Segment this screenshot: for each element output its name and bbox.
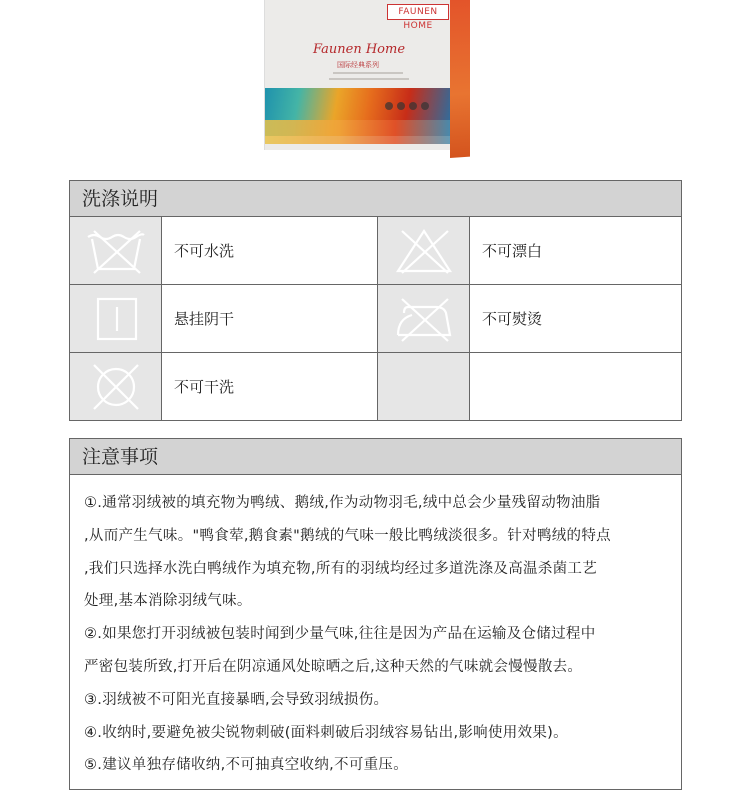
certification-badges [385, 102, 429, 110]
badge-icon [385, 102, 393, 110]
no-bleach-icon [378, 217, 470, 285]
care-label: 不可熨烫 [470, 285, 681, 353]
product-box-side [450, 0, 470, 158]
badge-icon [397, 102, 405, 110]
badge-icon [409, 102, 417, 110]
notes-table [69, 438, 682, 790]
care-label: 不可漂白 [470, 217, 681, 285]
note-line: ⑤.建议单独存储收纳,不可抽真空收纳,不可重压。 [84, 757, 409, 774]
empty-icon-cell [378, 353, 470, 420]
note-line: ③.羽绒被不可阳光直接暴晒,会导致羽绒损伤。 [84, 691, 389, 708]
fine-print-line [333, 72, 403, 74]
product-subtitle: 国际经典系列 [337, 61, 379, 69]
product-script-title: Faunen Home [313, 42, 406, 57]
note-line: ,我们只选择水洗白鸭绒作为填充物,所有的羽绒均经过多道洗涤及高温杀菌工艺 [84, 560, 598, 577]
product-art-band [265, 120, 451, 144]
note-line: ②.如果您打开羽绒被包装时闻到少量气味,往往是因为产品在运输及仓储过程中 [84, 626, 596, 643]
product-box-front [264, 0, 450, 150]
notes-title: 注意事项 [70, 439, 681, 475]
note-line: 处理,基本消除羽绒气味。 [84, 593, 252, 610]
line-dry-icon [70, 285, 162, 353]
notes-body [70, 475, 681, 782]
note-line: 严密包装所致,打开后在阴凉通风处晾晒之后,这种天然的气味就会慢慢散去。 [84, 658, 583, 675]
no-dry-clean-icon [70, 353, 162, 420]
no-wash-icon [70, 217, 162, 285]
care-instructions-table [69, 180, 682, 421]
care-label: 不可干洗 [162, 353, 378, 420]
care-label: 不可水洗 [162, 217, 378, 285]
brand-tag: FAUNEN HOME [387, 4, 449, 20]
care-label: 悬挂阴干 [162, 285, 378, 353]
care-title: 洗涤说明 [70, 181, 681, 217]
product-image [264, 0, 474, 158]
note-line: ,从而产生气味。"鸭食荤,鹅食素"鹅绒的气味一般比鸭绒淡很多。针对鸭绒的特点 [84, 527, 611, 544]
fine-print-line [329, 78, 409, 80]
note-line: ①.通常羽绒被的填充物为鸭绒、鹅绒,作为动物羽毛,绒中总会少量残留动物油脂 [84, 495, 601, 511]
no-iron-icon [378, 285, 470, 353]
badge-icon [421, 102, 429, 110]
note-line: ④.收纳时,要避免被尖锐物刺破(面料刺破后羽绒容易钻出,影响使用效果)。 [84, 724, 568, 741]
care-label [470, 353, 681, 420]
